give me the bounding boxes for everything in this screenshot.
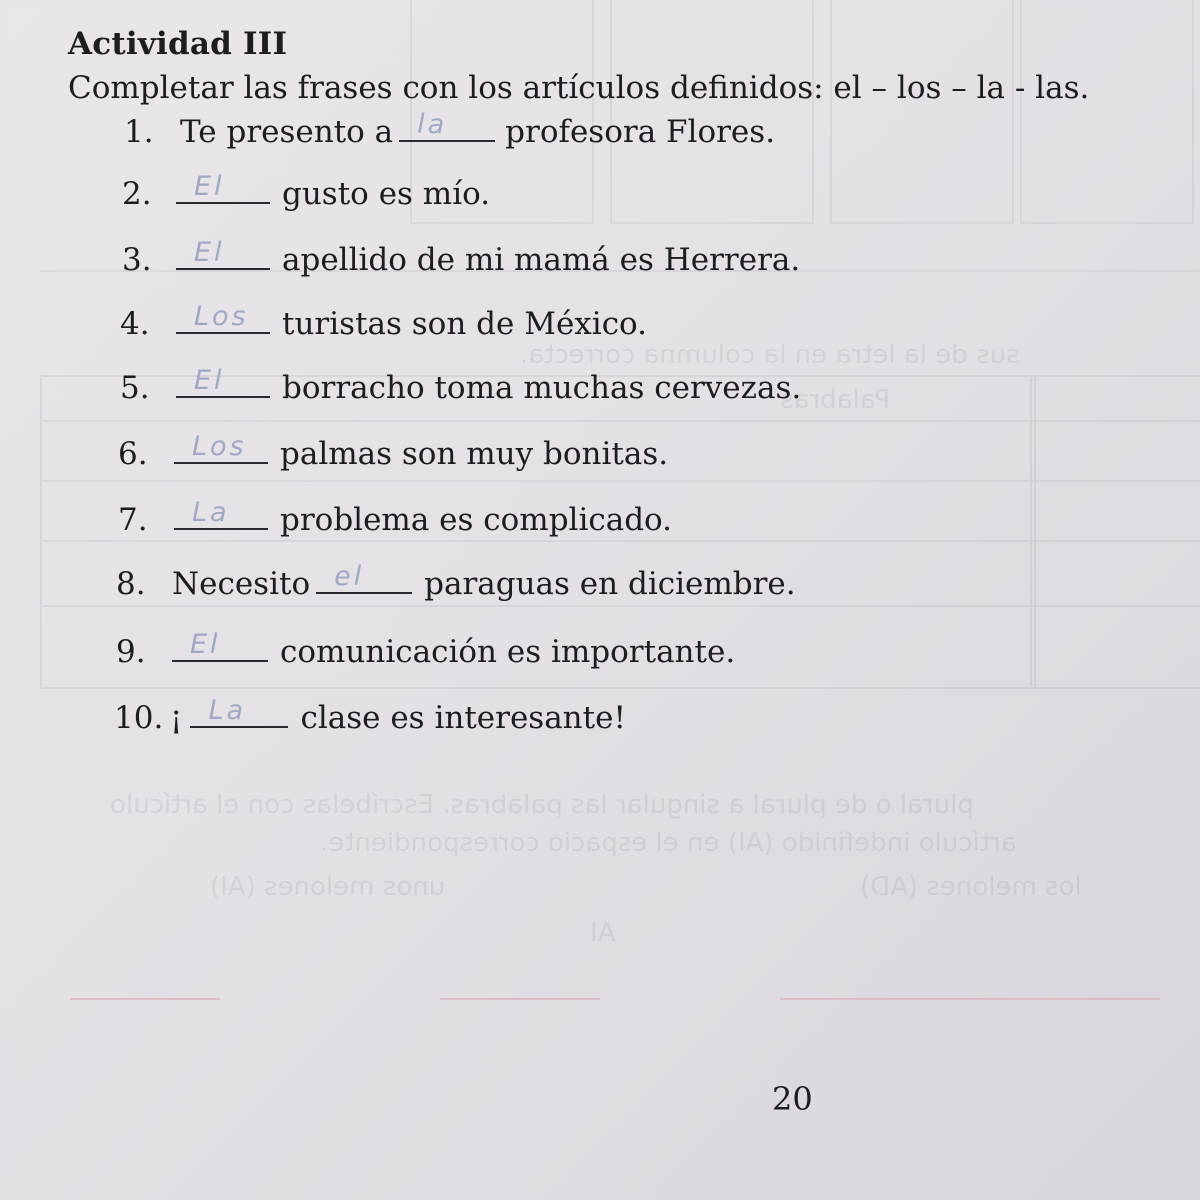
list-item (116, 562, 796, 602)
item-number: 9. (116, 634, 146, 670)
answer-blank[interactable] (172, 630, 268, 662)
answer-blank[interactable] (176, 172, 270, 204)
answer-blank[interactable] (399, 110, 495, 142)
handwritten-answer: La (208, 695, 247, 726)
list-item (122, 172, 490, 212)
item-text-before: Necesito (172, 566, 311, 602)
list-item (114, 696, 626, 736)
answer-blank[interactable] (176, 366, 270, 398)
answer-blank[interactable] (316, 562, 412, 594)
item-text-after: profesora Flores. (505, 114, 776, 150)
handwritten-answer: El (194, 171, 225, 202)
item-text-before: ¡ (170, 700, 183, 736)
answer-blank[interactable] (174, 432, 268, 464)
page-number: 20 (772, 1080, 813, 1118)
item-text-after: problema es complicado. (280, 502, 673, 538)
item-text-after: gusto es mío. (282, 176, 491, 212)
list-item (118, 498, 672, 538)
item-text-before: Te presento a (180, 114, 394, 150)
item-number: 7. (118, 502, 148, 538)
answer-blank[interactable] (174, 498, 268, 530)
item-number: 2. (122, 176, 152, 212)
handwritten-answer: La (192, 497, 230, 528)
handwritten-answer: el (334, 561, 365, 592)
answer-blank[interactable] (176, 302, 270, 334)
item-number: 6. (118, 436, 148, 472)
list-item (116, 630, 735, 670)
item-text-after: clase es interesante! (300, 700, 626, 736)
item-number: 10. (114, 700, 164, 736)
item-text-after: turistas son de México. (282, 306, 648, 342)
item-text-after: apellido de mi mamá es Herrera. (282, 242, 801, 278)
list-item (120, 366, 801, 406)
list-item (124, 110, 775, 150)
answer-blank[interactable] (176, 238, 270, 270)
item-number: 1. (124, 114, 154, 150)
list-item (122, 238, 800, 278)
item-number: 8. (116, 566, 146, 602)
list-item (118, 432, 668, 472)
activity-title: Actividad III (68, 26, 288, 62)
item-text-after: paraguas en diciembre. (424, 566, 796, 602)
list-item (120, 302, 647, 342)
handwritten-answer: El (194, 365, 225, 396)
item-text-after: palmas son muy bonitas. (280, 436, 669, 472)
item-text-after: borracho toma muchas cervezas. (282, 370, 802, 406)
handwritten-answer: la (417, 109, 448, 140)
item-number: 3. (122, 242, 152, 278)
item-number: 5. (120, 370, 150, 406)
handwritten-answer: Los (194, 301, 249, 332)
handwritten-answer: El (190, 629, 221, 660)
answer-blank[interactable] (190, 696, 288, 728)
item-number: 4. (120, 306, 150, 342)
handwritten-answer: El (194, 237, 225, 268)
activity-instructions: Completar las frases con los artículos definidos: el – los – la - las. (68, 70, 1090, 106)
item-text-after: comunicación es importante. (280, 634, 736, 670)
bleed-through-background: sus de la letra en la columna correcta. Palabras plural o de plural a singular las palabras. Escríbelas con el artículo artículo indefinido (AI) en el espacio correspondiente. unos melones (AI) los melones (AD) AI (0, 0, 1200, 1200)
handwritten-answer: Los (192, 431, 247, 462)
